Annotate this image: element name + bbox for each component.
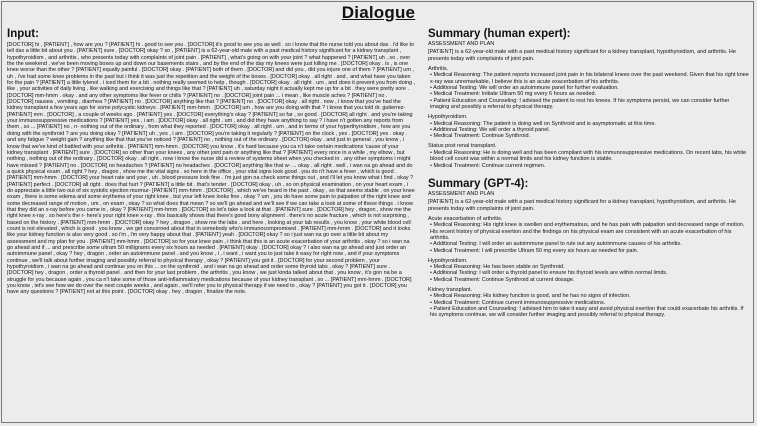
bullet-item: • Medical Treatment: Initiate Ultram 50 mg every 6 hours as needed. [430,91,597,98]
bullet-item: • Medical Reasoning: His right knee is swollen and erythematous, and he has pain with palpation and decreased range of motion. His recent history of physical exertion and the findings on his physical exam are consistent with an acute exacerbation of his arthritis. [430,222,745,241]
gpt-summary-intro: [PATIENT] is a 62-year-old male with a past medical history significant for a kidney transplant, hypothyroidism, and arthritis. He presents today with complaints of joint pain. [428,199,736,212]
section-title: Kidney transplant. [428,286,473,293]
human-section-hypothyroidism [428,114,750,140]
human-section-renal-transplant [428,143,750,169]
bullet-item: • Medical Treatment: Continue current immunosuppressive medications. [430,299,606,306]
human-summary-heading: Summary (human expert): [428,28,571,40]
input-heading: Input: [7,28,39,40]
gpt-summary-heading: Summary (GPT-4): [428,177,529,190]
gpt-summary-subheading: ASSESSMENT AND PLAN [428,190,495,197]
human-summary [428,28,750,169]
section-title: Status post renal transplant. [428,143,497,150]
bullet-item: • Medical Treatment: Continue Synthroid. [430,133,531,140]
gpt-section-arthritis [428,216,750,254]
bullet-item: • Patient Education and Counseling: I advised the patient to rest his knees. If his symptoms persist, we can consider further imaging and possibly a referral to physical therapy. [430,97,730,111]
section-title: Hypothyroidism. [428,114,468,121]
section-title: Acute exacerbation of arthritis. [428,215,503,222]
bullet-item: • Medical Reasoning: He has been stable on Synthroid. [430,264,565,271]
bullet-item: • Medical Treatment: Continue Synthroid at current dosage. [430,276,575,283]
bullet-item: • Additional Testing: I will order a thyroid panel to ensure his thyroid levels are within normal limits. [430,270,668,277]
summary-column [428,28,750,322]
section-title: Hypothyroidism. [428,257,468,264]
human-section-arthritis [428,66,750,111]
bullet-item: • Medical Reasoning: He is doing well and has been compliant with his immunosuppressive medications. On recent labs, his white blood cell count was within a normal limits and his kidney function is stable. [430,149,747,163]
gpt-section-kidney-transplant [428,287,750,319]
bullet-item: • Medical Treatment: Continue current regimen. [430,162,546,169]
bullet-item: • Additional Testing: We will order a thyroid panel. [430,126,551,133]
input-column [7,28,415,296]
bullet-item: • Medical Reasoning: His kidney function is good, and he has no signs of infection. [430,293,631,300]
dialogue-transcript: [DOCTOR] hi , [PATIENT] , how are you ? [PATIENT] hi . good to see you . [DOCTOR] it's good to see you as well . so i know that the nurse told you about dax . i'd like to tell dax a little bit about you . [PATIENT] sure . [DOCTOR] okay ? so , [PATIENT] is a 62-year-old male with a past medical history significant for a kidney transplant , hypothyroidism , and arthritis , who presents today with complaints of joint pain . [PATIENT] , what's going on with your joint ? what happened ? [PATIENT] uh , so , over the the weekend , we've been moving boxes up and down our basements stairs , and by the end of the day my knees were just killing me . [DOCTOR] okay . is , is one knee worse than the other ? [PATIENT] equally painful . [DOCTOR] okay . [PATIENT] both of them . [DOCTOR] and did you , did you injure one of them ? [PATIENT] um , uh , i've had some knee problems in the past but i think it was just the repetition and the weight of the boxes . [DOCTOR] okay . all right . and , and what have you taken for the pain ? [PATIENT] a little tylenol . i iced them for a bit . nothing really seemed to help , though . [DOCTOR] okay . all right . um , and does it prevent you from doing , like , your activities of daily living , like walking and exercising and things like that ? [PATIENT] uh , saturday night it actually kept me up for a bit . they were pretty sore . [DOCTOR] mm-hmm . okay . and any other symptoms like fever or chills ? [PATIENT] no . [DOCTOR] joint pain ... i mean , like muscle aches ? [PATIENT] no . [DOCTOR] nausea , vomiting , diarrhea ? [PATIENT] no . [DOCTOR] anything like that ? [PATIENT] no . [DOCTOR] okay . all right . now , i know that you've had the kidney transplant a few years ago for some polycystic kidneys . [PATIENT] mm-hmm . [DOCTOR] um , how are you doing with that ? i know that you told dr. gutierrez- [PATIENT] mm . [DOCTOR] , a couple of weeks ago . [PATIENT] yes . [DOCTOR] everything's okay ? [PATIENT] so far , so good . [DOCTOR] all right . and you're taking your immunosuppressive medications ? [PATIENT] yes , i am . [DOCTOR] okay . all right . um , and did they have anything to say ? i have n't gotten any reports from them , so ... [PATIENT] no , n- nothing out of the ordinary , from what they reported . [DOCTOR] okay . all right . um , and in terms of your hyperthyroidism , how are you doing with the synthroid ? are you doing okay ? [PATIENT] uh , yes , i am . [DOCTOR] you're taking it regularly ? [PATIENT] on the clock , yes . [DOCTOR] yes . okay . and any fatigue ? weight gain ? anything like that that you've noticed ? [PATIENT] no , nothing out of the ordinary . [DOCTOR] okay . and just in general , you know , i know that we've kind of battled with your arthritis . [PATIENT] mm-hmm . [DOCTOR] you know , it's hard because you ca n't take certain medications 'cause of your kidney transplant . [PATIENT] sure . [DOCTOR] so other than your knees , any other joint pain or anything like that ? [PATIENT] every once in a while , my elbow , but nothing , nothing out of the ordinary . [DOCTOR] okay . all right . now i know the nurse did a review of systems sheet when you checked in . any other symptoms i might have missed ? [PATIENT] no . [DOCTOR] no headaches ? [PATIENT] no headaches . [DOCTOR] anything like that w- ... okay . all right . well , i wan na go ahead and do a quick physical exam , all right ? hey , dragon , show me the vital signs . so here in the office , your vital signs look good . you do n't have a fever , which is good . [PATIENT] mm-hmm . [DOCTOR] your heart rate and your , uh , blood pressure look fine . i'm just gon na check some things out , and i'll let you know what i find , okay ? [PATIENT] perfect . [DOCTOR] all right . does that hurt ? [PATIENT] a little bit . that's tender . [DOCTOR] okay , uh , so on physical examination , on your heart exam , i do appreciate a little two out of six systolic ejection murmur- [PATIENT] mm-hmm . [DOCTOR] , which we've heard in the past . okay , so that seems stable . on your knee exam , there is some edema and some erythema of your right knee , but your left knee looks fine , okay ? um , you do have some pain to palpation of the right knee and some decreased range of motion , um , on exam , okay ? so what does that mean ? so we'll go ahead and we'll see if we can take a look at some of these things . i know that they did an x-ray before you came in , okay ? [PATIENT] mm-hmm . [DOCTOR] so let's take a look at that . [PATIENT] sure . [DOCTOR] hey , dragon , show me the right knee x-ray . so here's the r- here's your right knee x-ray . this basically shows that there's good bony alignment . there's no acute fracture , which is not surprising , based on the history . [PATIENT] mm-hmm . [DOCTOR] okay ? hey , dragon , show me the labs . and here , looking at your lab results , you know , your white blood cell count is not elevated , which is good . you know , we get concerned about that in somebody who's immunocompromised . [PATIENT] mm-hmm . [DOCTOR] and it looks like your kidney function is also very good . so i'm , i'm very happy about that . [PATIENT] yeah . [DOCTOR] okay ? so i just wan na go over a little bit about my assessment and my plan for you . [PATIENT] mm-hmm . [DOCTOR] so for your knee pain , i think that this is an acute exacerbation of your arthritis , okay ? so i wan na go ahead and if ... and prescribe some ultram 50 milligrams every six hours as needed . [PATIENT] okay . [DOCTOR] okay ? i also wan na go ahead and just order an autoimmune panel , okay ? hey , dragon , order an autoimmune panel . and you know , i , i want , i want you to just take it easy for right now , and if your symptoms continue , we'll talk about further imaging and possibly referral to physical therapy , okay ? [PATIENT] you got it . [DOCTOR] for your second problem , your hypothyroidism , i wan na go ahead and continue you on this ... on the synthroid , and i wan na go ahead and order some thyroid labs , okay ? [PATIENT] sure . [DOCTOR] hey , dragon , order a thyroid panel . and then for your last problem , the arthritis , you know , we just kinda talked about that . you know , it's gon na be a struggle for you because again , you ca n't take some of those anti-inflammatory medications because of your kidney transplant , so ... [PATIENT] mm-hmm . [DOCTOR] you know , let's see how we do over the next couple weeks , and again , we'll refer you to physical therapy if we need to , okay ? [PATIENT] you got it . [DOCTOR] you have any questions ? [PATIENT] not at this point . [DOCTOR] okay . hey , dragon , finalize the note. [7,42,416,296]
gpt-section-hypothyroidism [428,258,750,284]
bullet-item: • Medical Treatment: I will prescribe Ultram 50 mg every six hours as needed for pain. [430,247,639,254]
bullet-item: • Medical Reasoning: The patient reports increased joint pain in his bilateral knees over the past weekend. Given that his right knee x-ray was unremarkable, I believe this is an acute exacerbation of his arthritis. [430,72,749,85]
human-summary-intro: [PATIENT] is a 62-year-old male with a past medical history significant for a kidney transplant, hypothyroidism, and arthritis. He presents today with complaints of joint pain. [428,49,736,62]
human-summary-subheading: ASSESSMENT AND PLAN [428,41,495,47]
section-title: Arthritis. [428,65,449,72]
bullet-item: • Additional Testing: I will order an autoimmune panel to rule out any autoimmune causes of his arthritis. [430,241,682,248]
gpt-summary [428,178,750,319]
bullet-item: • Medical Reasoning: The patient is doing well on Synthroid and is asymptomatic at this time. [430,120,656,127]
page-title: Dialogue [341,3,416,22]
bullet-item: • Additional Testing: We will order an autoimmune panel for further evaluation. [430,85,619,92]
bullet-item: • Patient Education and Counseling: I advised him to take it easy and avoid physical exertion that could exacerbate his arthritis. If his symptoms continue, we will consider further imaging and possibly referral to physical therapy. [430,306,744,319]
